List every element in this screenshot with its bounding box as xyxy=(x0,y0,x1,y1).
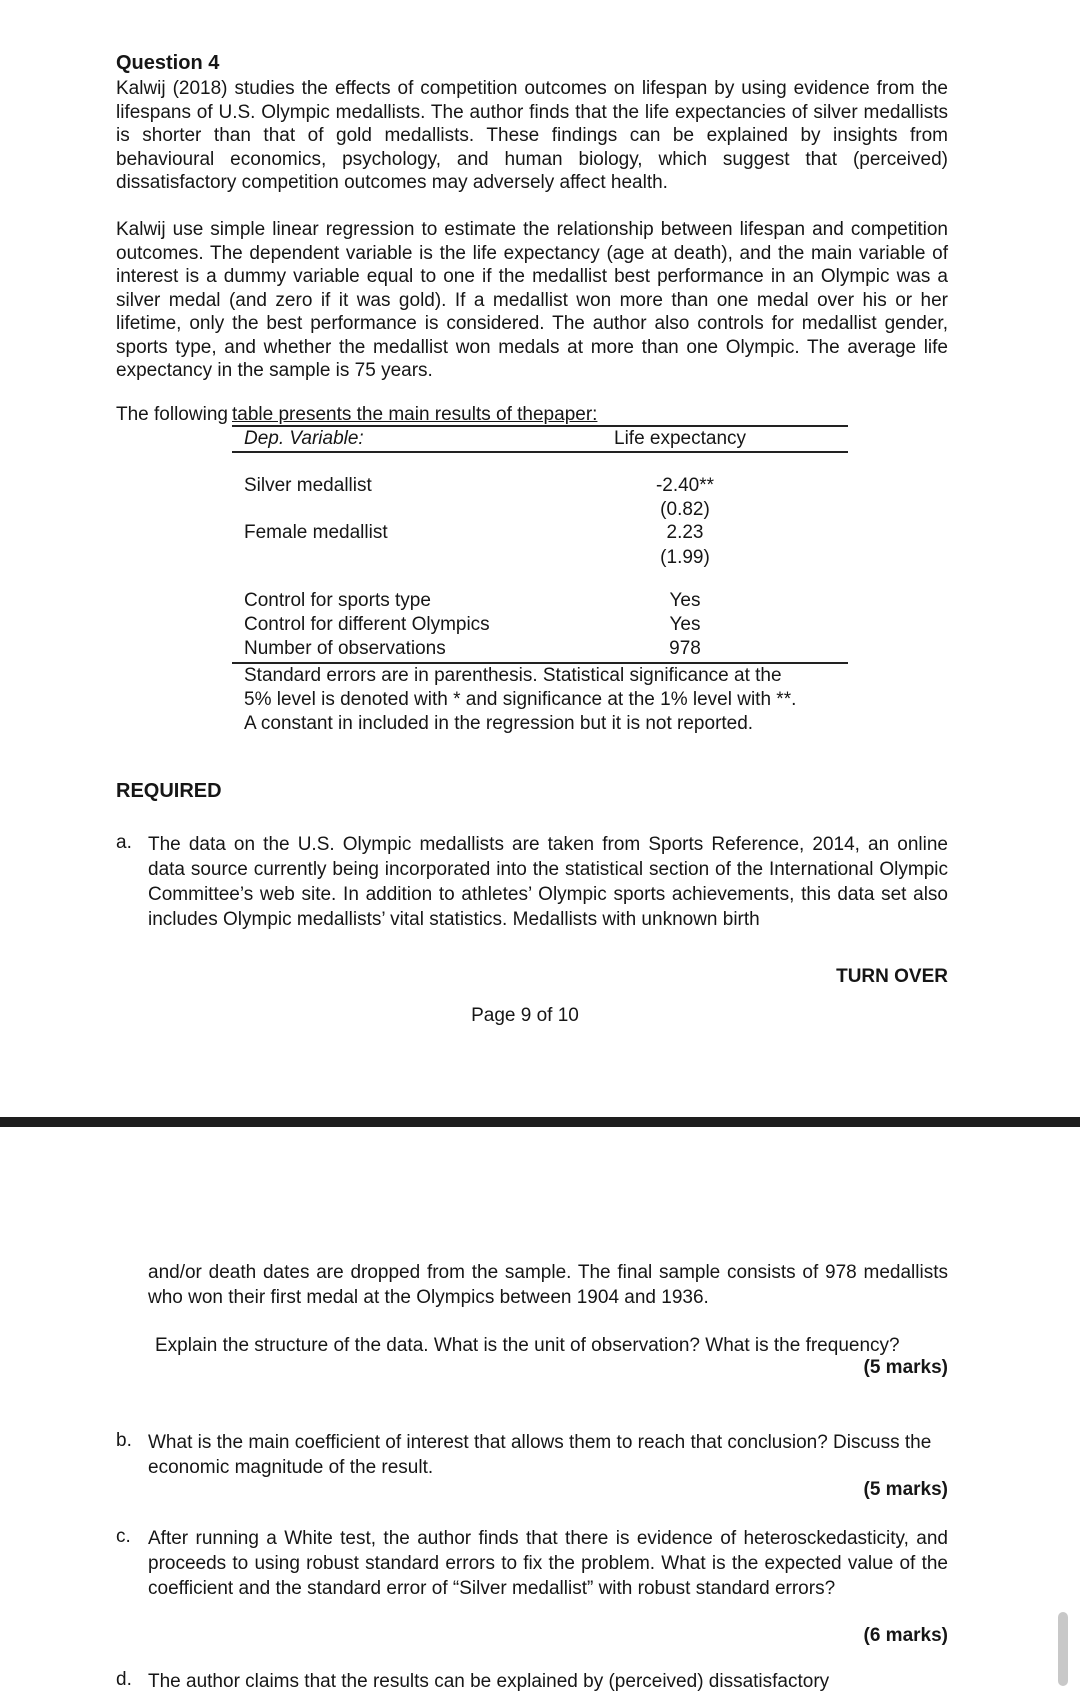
page-number: Page 9 of 10 xyxy=(471,1005,579,1026)
row-label-female: Female medallist xyxy=(244,522,388,543)
item-c-marks: (6 marks) xyxy=(863,1625,948,1646)
se-silver: (0.82) xyxy=(660,499,710,520)
control-sports-label: Control for sports type xyxy=(244,590,431,611)
table-intro-underlined: table presents the main results of thepaper: xyxy=(232,404,598,425)
item-a-marks: (5 marks) xyxy=(863,1357,948,1378)
table-note-line1: Standard errors are in parenthesis. Statistical significance at the xyxy=(244,665,782,686)
dep-variable-value: Life expectancy xyxy=(614,428,747,449)
item-b-letter: b. xyxy=(116,1430,132,1451)
table-header-rule xyxy=(232,451,848,453)
item-a-question: Explain the structure of the data. What is the unit of observation? What is the frequency? xyxy=(155,1335,900,1356)
item-d-letter: d. xyxy=(116,1669,132,1690)
control-sports-value: Yes xyxy=(669,590,701,611)
dep-variable-label: Dep. Variable: xyxy=(244,428,364,449)
se-female: (1.99) xyxy=(660,547,710,568)
question-title: Question 4 xyxy=(116,52,220,74)
row-label-silver: Silver medallist xyxy=(244,475,372,496)
coef-silver: -2.40** xyxy=(655,475,715,496)
table-note-line2: 5% level is denoted with * and significance at the 1% level with **. xyxy=(244,689,797,710)
page-separator xyxy=(0,1117,1080,1127)
turn-over-label: TURN OVER xyxy=(836,966,948,987)
item-c-text: After running a White test, the author finds that there is evidence of heterosckedasticity, and proceeds to using robust standard errors to fix the problem. What is the expected value of the coefficient and the standard error of “Silver medallist” with robust standard errors? xyxy=(148,1528,948,1599)
item-d-text: The author claims that the results can be explained by (perceived) dissatisfactory xyxy=(148,1671,830,1692)
item-b-marks: (5 marks) xyxy=(863,1479,948,1500)
item-a-continued: and/or death dates are dropped from the sample. The final sample consists of 978 medallists who won their first medal at the Olympics between 1904 and 1936. xyxy=(148,1262,948,1308)
control-olympics-label: Control for different Olympics xyxy=(244,614,490,635)
observations-label: Number of observations xyxy=(244,638,446,659)
table-note xyxy=(244,664,844,736)
coef-female: 2.23 xyxy=(666,522,704,543)
exam-page-10 xyxy=(0,1128,1080,1692)
table-top-rule xyxy=(232,425,848,427)
method-paragraph: Kalwij use simple linear regression to estimate the relationship between lifespan and competition outcomes. The dependent variable is the life expectancy (age at death), and the main variable of interest is a dummy variable equal to one if the medallist best performance in an Olympic was a silver medal (and zero if it was gold). If a medallist won more than one medal over his or her lifetime, only the best performance is considered. The author also controls for medallist gender, sports type, and whether the medallist won medals at more than one Olympic. The average life expectancy in the sample is 75 years. xyxy=(116,219,948,381)
item-a-text: The data on the U.S. Olympic medallists are taken from Sports Reference, 2014, an online data source currently being incorporated into the statistical section of the International Olympic Committee’s web site. In addition to athletes’ Olympic sports achievements, this data set also includes Olympic medallists’ vital statistics. Medallists with unknown birth xyxy=(148,834,948,930)
scrollbar-thumb[interactable] xyxy=(1058,1612,1068,1686)
required-heading: REQUIRED xyxy=(116,780,222,802)
table-note-line3: A constant in included in the regression but it is not reported. xyxy=(244,713,754,734)
intro-paragraph: Kalwij (2018) studies the effects of competition outcomes on lifespan by using evidence from the lifespans of U.S. Olympic medallists. The author finds that the life expectancies of silver medallists is shorter than that of gold medallists. These findings can be explained by insights from behavioural economics, psychology, and human biology, which suggest that (perceived) dissatisfactory competition outcomes may adversely affect health. xyxy=(116,78,948,193)
control-olympics-value: Yes xyxy=(669,614,701,635)
observations-value: 978 xyxy=(669,638,701,659)
item-a-letter: a. xyxy=(116,832,132,853)
item-c-letter: c. xyxy=(116,1526,131,1547)
table-intro-text: The following xyxy=(116,404,228,425)
item-b-text: What is the main coefficient of interest that allows them to reach that conclusion? Discuss the economic magnitude of the result. xyxy=(148,1432,932,1478)
